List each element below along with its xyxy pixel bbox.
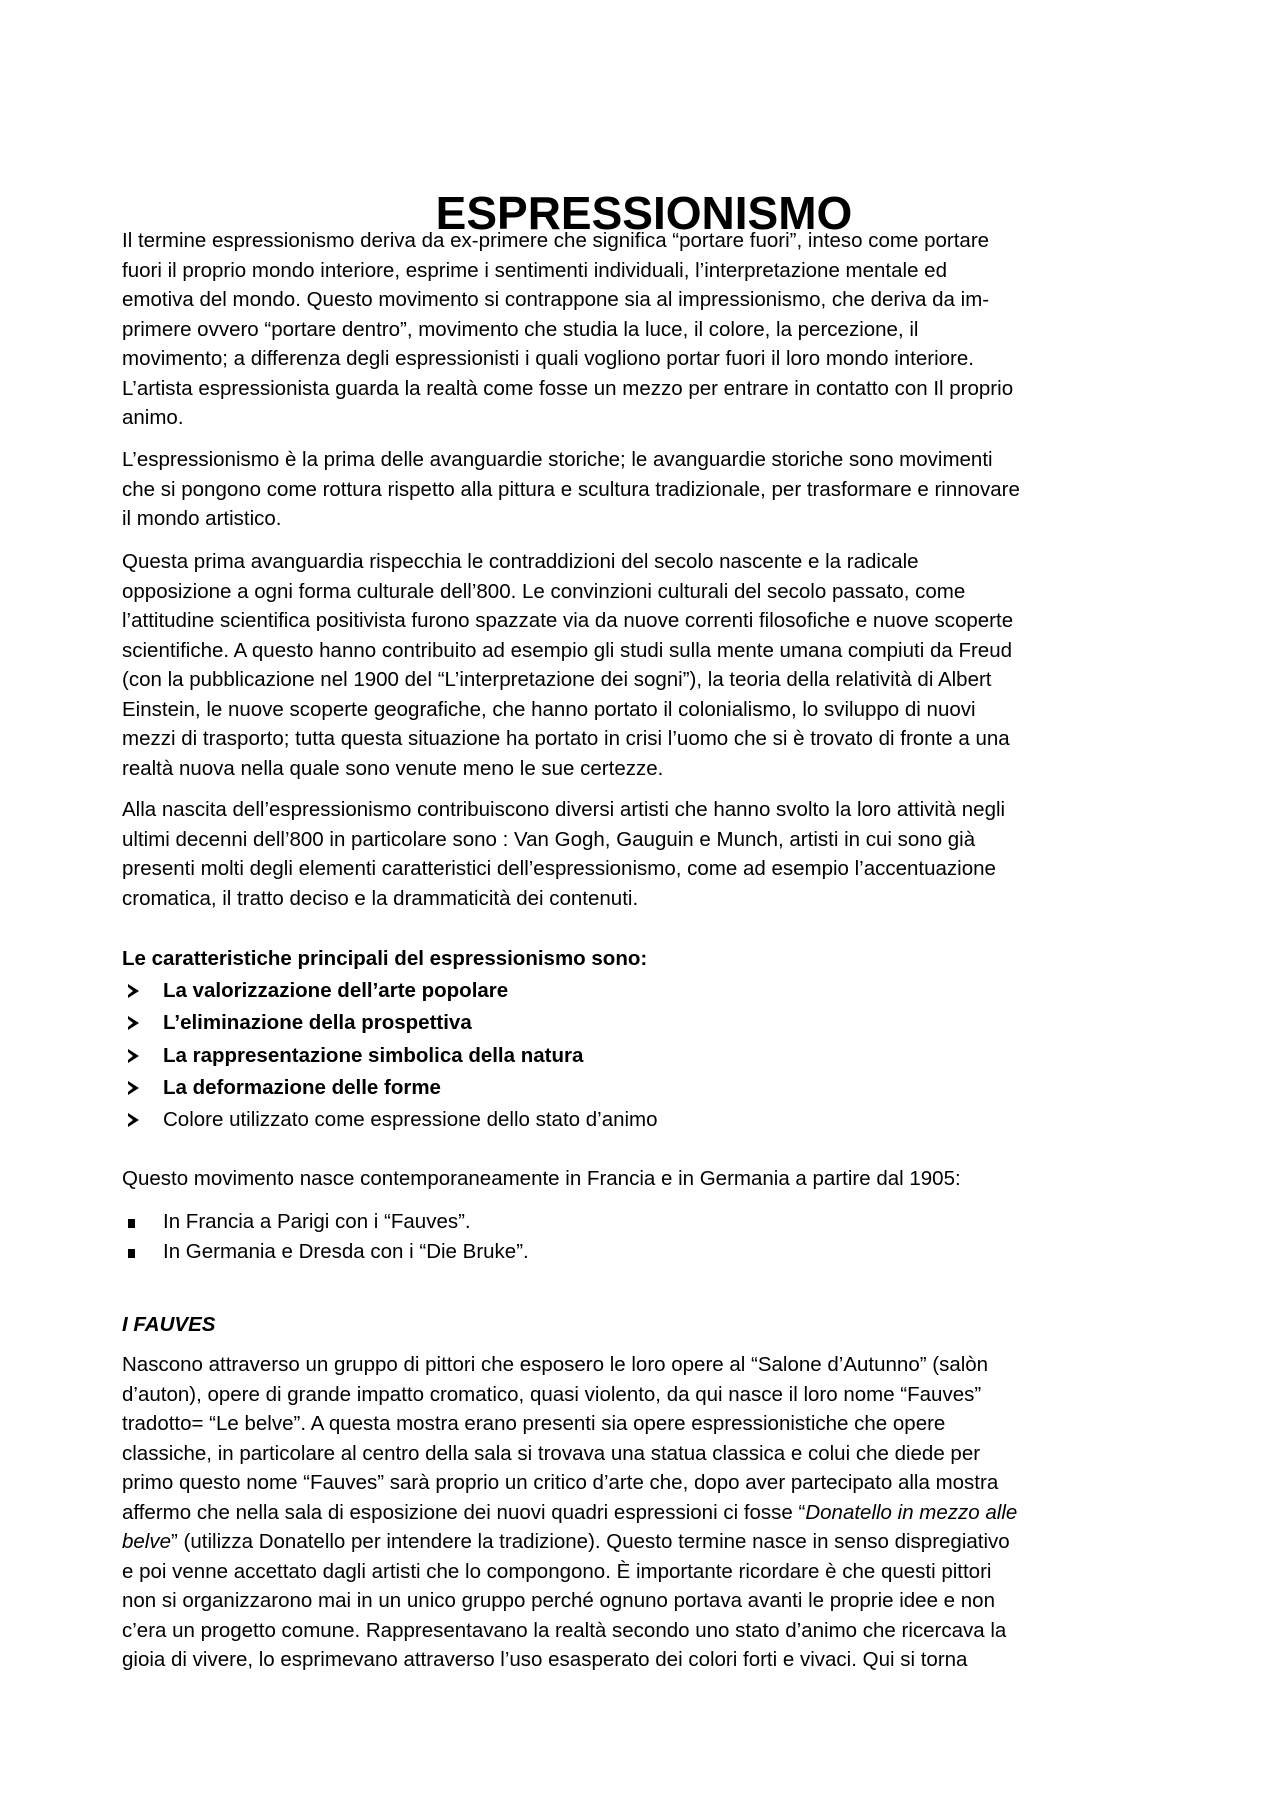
text-line: (con la pubblicazione nel 1900 del “L’interpretazione dei sogni”), la teoria della relatività di Albert <box>122 668 992 691</box>
arrow-shape <box>128 1081 139 1095</box>
italic-quote: belve <box>122 1530 172 1553</box>
text-line: opposizione a ogni forma culturale dell’800. Le convinzioni culturali del secolo passato, come <box>122 579 966 603</box>
paragraph-avanguardie <box>122 445 1182 534</box>
text-line <box>122 1350 1182 1380</box>
square-bullet-icon <box>128 1237 148 1267</box>
text-segment: ” (utilizza Donatello per intendere la tradizione). Questo termine nasce in senso dispregiativo <box>171 1530 1010 1553</box>
text-segment: d’auton), opere di grande impatto cromatico, quasi violento, da qui nasce il loro nome “Fauves” <box>122 1382 982 1406</box>
square-shape <box>128 1219 135 1228</box>
text-segment: c’era un progetto comune. Rappresentavano la realtà secondo uno stato d’animo che ricercava la <box>122 1618 1007 1642</box>
paragraph-intro <box>122 226 1182 433</box>
text-line: ultimi decenni dell’800 in particolare sono : Van Gogh, Gauguin e Munch, artisti in cui sono già <box>122 827 976 851</box>
arrow-shape <box>128 1049 139 1063</box>
text-line <box>122 1439 1182 1469</box>
paragraph-contraddizioni <box>122 547 1182 783</box>
text-line <box>122 1380 1182 1410</box>
paragraph-fauves <box>122 1350 1182 1675</box>
text-line: movimento; a differenza degli espressionisti i quali vogliono portar fuori il loro mondo interiore. <box>122 347 974 370</box>
text-line: L’artista espressionista guarda la realtà come fosse un mezzo per entrare in contatto con Il proprio <box>122 376 1014 400</box>
features-heading: Le caratteristiche principali del espressionismo sono: <box>122 947 648 970</box>
text-line: che si pongono come rottura rispetto alla pittura e scultura tradizionale, per trasformare e rinnovare <box>122 477 1020 501</box>
list-item-text: In Germania e Dresda con i “Die Bruke”. <box>163 1240 529 1263</box>
text-line: Einstein, le nuove scoperte geografiche, che hanno portato il colonialismo, lo sviluppo di nuovi <box>122 697 976 721</box>
text-line: Alla nascita dell’espressionismo contribuiscono diversi artisti che hanno svolto la loro attività negli <box>122 798 1006 821</box>
text-line: presenti molti degli elementi caratteristici dell’espressionismo, come ad esempio l’accentuazione <box>122 857 996 880</box>
text-line: animo. <box>122 406 184 429</box>
text-segment: gioia di vivere, lo esprimevano attraverso l’uso esasperato dei colori forti e vivaci. Qui si torna <box>122 1648 968 1671</box>
text-line <box>122 1557 1182 1587</box>
text-line <box>122 1468 1182 1498</box>
arrow-bullet-icon <box>128 976 148 1007</box>
text-segment: Nascono attraverso un gruppo di pittori che esposero le loro opere al “Salone d’Autunno” (salòn <box>122 1353 989 1376</box>
text-line: cromatica, il tratto deciso e la drammaticità dei contenuti. <box>122 886 639 910</box>
list-item-text: La rappresentazione simbolica della natura <box>163 1043 584 1067</box>
text-line <box>122 1409 1182 1439</box>
text-line <box>122 1645 1182 1675</box>
arrow-bullet-icon <box>128 1008 148 1039</box>
text-line <box>122 1586 1182 1616</box>
text-segment: classiche, in particolare al centro della sala si trovava una statua classica e colui che diede per <box>122 1441 981 1465</box>
square-shape <box>128 1249 135 1258</box>
arrow-bullet-icon <box>128 1105 148 1136</box>
text-line: scientifiche. A questo hanno contribuito ad esempio gli studi sulla mente umana compiuti da Freud <box>122 638 1012 662</box>
text-segment: affermo che nella sala di esposizione dei nuovi quadri espressioni ci fosse “ <box>122 1500 806 1524</box>
text-line: mezzi di trasporto; tutta questa situazione ha portato in crisi l’uomo che si è trovato di fronte a una <box>122 727 1010 750</box>
text-segment: tradotto= “Le belve”. A questa mostra erano presenti sia opere espressionistiche che opere <box>122 1412 946 1435</box>
text-line: L’espressionismo è la prima delle avanguardie storiche; le avanguardie storiche sono movimenti <box>122 448 993 471</box>
square-bullet-icon <box>128 1207 148 1237</box>
text-segment: non si organizzarono mai in un unico gruppo perché ognuno portava avanti le proprie idee e non <box>122 1589 995 1612</box>
arrow-bullet-icon <box>128 1041 148 1072</box>
list-item-text: In Francia a Parigi con i “Fauves”. <box>163 1210 471 1233</box>
text-line: realtà nuova nella quale sono venute meno le sue certezze. <box>122 756 664 780</box>
text-line: Questa prima avanguardia rispecchia le contraddizioni del secolo nascente e la radicale <box>122 550 919 573</box>
list-item-text: Colore utilizzato come espressione dello stato d’animo <box>163 1108 658 1132</box>
document-title: ESPRESSIONISMO <box>435 186 853 239</box>
text-segment: e poi venne accettato dagli artisti che lo compongono. È importante ricordare è che questi pittori <box>122 1559 992 1583</box>
paragraph-precursori <box>122 795 1182 913</box>
text-line: emotiva del mondo. Questo movimento si contrappone sia al impressionismo, che deriva da im- <box>122 288 990 311</box>
list-item-text: La deformazione delle forme <box>163 1075 441 1099</box>
arrow-shape <box>128 1016 139 1030</box>
text-line <box>122 1616 1182 1646</box>
italic-quote: Donatello in mezzo alle <box>805 1500 1018 1524</box>
text-line: l’attitudine scientifica positivista furono spazzate via da nuove correnti filosofiche e nuove scoperte <box>122 609 1014 632</box>
text-line: Il termine espressionismo deriva da ex-primere che significa “portare fuori”, inteso come portare <box>122 229 990 252</box>
list-item-text: La valorizzazione dell’arte popolare <box>163 979 509 1002</box>
text-segment: primo questo nome “Fauves” sarà proprio un critico d’arte che, dopo aver partecipato alla mostra <box>122 1471 999 1494</box>
text-line: primere ovvero “portare dentro”, movimento che studia la luce, il colore, la percezione, il <box>122 317 919 341</box>
text-line <box>122 1498 1182 1528</box>
text-line: fuori il proprio mondo interiore, esprime i sentimenti individuali, l’interpretazione mentale ed <box>122 258 947 282</box>
arrow-shape <box>128 1113 139 1127</box>
arrow-bullet-icon <box>128 1073 148 1104</box>
origin-intro: Questo movimento nasce contemporaneamente in Francia e in Germania a partire dal 1905: <box>122 1167 961 1190</box>
section-heading-fauves: I FAUVES <box>122 1313 216 1336</box>
text-line <box>122 1527 1182 1557</box>
list-item-text: L’eliminazione della prospettiva <box>163 1011 472 1035</box>
text-line: il mondo artistico. <box>122 507 282 530</box>
arrow-shape <box>128 984 139 998</box>
